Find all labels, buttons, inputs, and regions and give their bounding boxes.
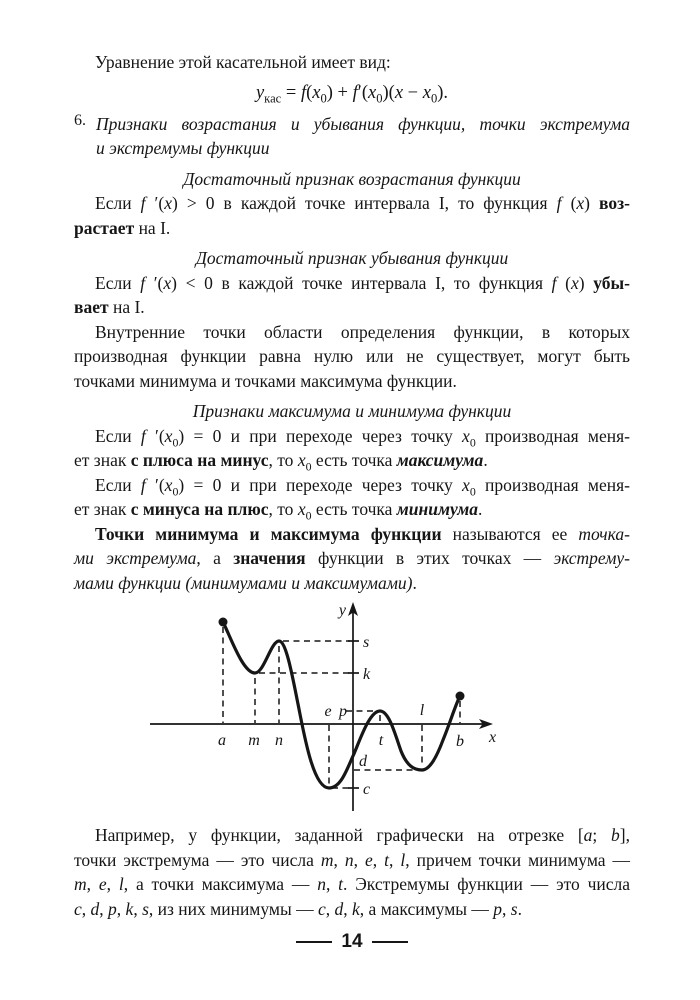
paragraph-definition-line: Точки минимума и максимума функции называются ее точка- [95,523,630,544]
function-graph-figure [148,599,548,815]
paragraph-minimum-line: Если f $'(x_0) = 0$ и при переходе через точку $x_0$ производная меня- [95,474,631,498]
paragraph-interior-line: производная функции равна нулю или не существует, могут быть [74,346,630,366]
y-label-k: k [363,666,371,683]
section-heading-line: Признаки возрастания и убывания функции, точки экстремума [96,113,630,134]
y-label-c: c [363,781,371,798]
paragraph-maximum-line: Если f $'(x_0) = 0$ и при переходе через точку $x_0$ производная меня- [95,425,631,449]
paragraph-interior-line: точками минимума и точками максимума функции. [74,370,457,391]
paragraph-interior-line: Внутренние точки области определения функции, в которых [95,321,630,342]
paragraph-example-line: m, e, l, а точки максимума — n, t. Экстремумы функции — это числа [74,874,631,894]
paragraph-maximum-line: ет знак с плюса на минус, то $x_0$ есть точка максимума. [74,450,488,474]
x-label-a: a [218,732,226,749]
paragraph-minimum-line: ет знак с минуса на плюс, то $x_0$ есть точка минимума. [74,499,483,523]
endpoint-dot-a [219,618,228,627]
y-label-d: d [359,753,367,770]
paragraph-example-line: Например, у функции, заданной графически на отрезке [a; b], [95,825,630,845]
y-label-s: s [363,634,370,651]
intro-line: Уравнение этой касательной имеет вид: [95,52,391,72]
x-label-e: e [324,703,332,720]
x-label-b: b [456,733,464,750]
subheading-maxmin: Признаки максимума и минимума функции [192,401,512,421]
y-label-p: p [339,703,347,720]
x-label-l: l [419,702,425,719]
tangent-formula: $y_{кас} = f(x_0) + f'(x_0)(x - x_0)$. [255,82,449,106]
page-number-rule-right [372,941,408,943]
paragraph-definition-line: ми экстремума, а значения функции в этих точках — экстрему- [74,548,630,568]
endpoint-dot-b [456,692,465,701]
paragraph-increase-line: растает на I. [74,217,171,238]
x-label-n: n [275,732,283,749]
section-heading-line: и экстремумы функции [96,138,270,158]
page-number-rule-left [296,941,332,943]
paragraph-example-line: c, d, p, k, s, из них минимумы — c, d, k, а максимумы — p, s. [74,898,522,919]
paragraph-decrease-line: вает на I. [74,297,145,317]
paragraph-definition-line: мами функции (минимумами и максимумами). [74,572,417,593]
x-label-t: t [378,732,384,749]
x-label-m: m [248,732,260,749]
section-heading-6 [74,112,630,161]
subheading-increase: Достаточный признак возрастания функции [183,168,521,189]
paragraph-decrease-line: Если f ′(x) < 0 в каждой точке интервала I, то функция f (x) убы- [95,272,631,293]
axis-label-y: y [338,602,346,619]
paragraph-example-line: точки экстремума — это числа m, n, e, t, l, причем точки минимума — [74,849,631,870]
paragraph-increase-line: Если f ′(x) > 0 в каждой точке интервала I, то функция f (x) воз- [95,193,630,213]
section-number: 6. [74,111,86,129]
page-number [74,931,630,953]
subheading-decrease: Достаточный признак убывания функции [195,248,509,268]
axis-label-x: x [489,729,497,746]
page-number-value: 14 [341,931,363,952]
